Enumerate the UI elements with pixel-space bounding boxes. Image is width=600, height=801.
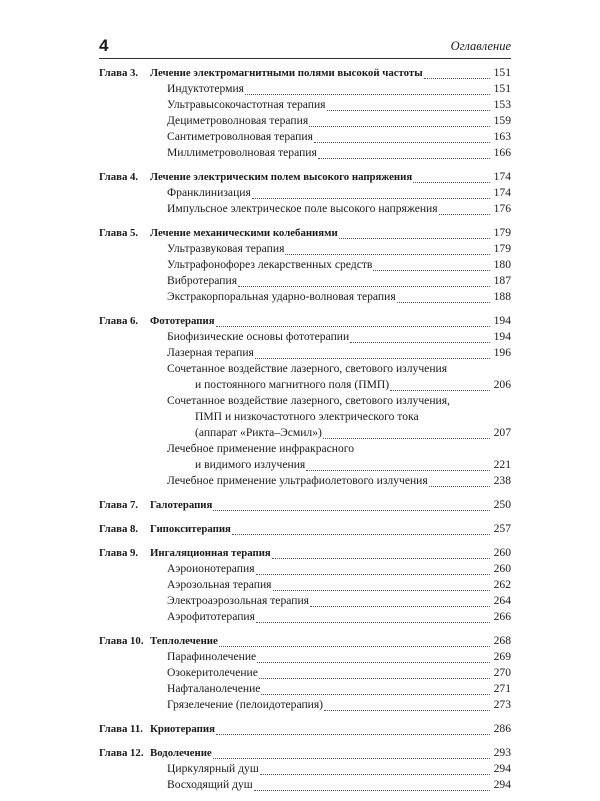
leader-dots [323, 426, 490, 439]
entry-title: Озокеритолечение [167, 666, 258, 679]
chapter-label: Глава 11. [99, 723, 143, 735]
leader-dots [429, 474, 490, 487]
entry-title: Аэрозольная терапия [167, 578, 272, 591]
entry-title: Лечебное применение инфракрасного [167, 442, 355, 455]
chapter-title: Криотерапия [150, 723, 215, 735]
entry-page-number: 187 [493, 274, 511, 287]
entry-title: (аппарат «Рикта–Эсмил») [195, 426, 322, 439]
toc-entry-line [99, 473, 511, 489]
page-header [99, 36, 511, 58]
entry-title: Импульсное электрическое поле высокого напряжения [167, 202, 438, 215]
leader-dots [261, 682, 490, 695]
toc-chapter-line[interactable] [99, 721, 511, 737]
toc-chapter-line[interactable] [99, 545, 511, 561]
leader-dots [254, 778, 490, 791]
chapter-page-number: 257 [493, 522, 511, 535]
toc-entry[interactable] [99, 257, 511, 273]
toc-chapter-line[interactable] [99, 745, 511, 761]
entry-page-number: 174 [493, 186, 511, 199]
entry-page-number: 262 [493, 578, 511, 591]
toc-chapter [99, 521, 511, 537]
toc-entry[interactable] [99, 345, 511, 361]
leader-dots [255, 346, 490, 359]
leader-dots [272, 546, 490, 559]
entry-title: Экстракорпоральная ударно-волновая терапия [167, 290, 396, 303]
toc-entry-line [99, 81, 511, 97]
toc-entry[interactable] [99, 113, 511, 129]
chapter-title: Ингаляционная терапия [150, 547, 271, 559]
toc-entry-line [99, 609, 511, 625]
leader-dots [327, 98, 490, 111]
toc-entry[interactable] [99, 593, 511, 609]
leader-dots [273, 578, 491, 591]
toc-entry-line [99, 457, 511, 473]
leader-dots [259, 666, 490, 679]
leader-dots [216, 314, 490, 327]
entry-title: Аэроионотерапия [167, 562, 255, 575]
entry-title: Грязелечение (пелоидотерапия) [167, 698, 324, 711]
entry-page-number: 153 [493, 98, 511, 111]
toc-entry-line [99, 145, 511, 161]
entry-page-number: 188 [493, 290, 511, 303]
chapter-label: Глава 9. [99, 547, 139, 559]
entry-title: Ультразвуковая терапия [167, 242, 285, 255]
toc-chapter [99, 633, 511, 713]
leader-dots [219, 634, 490, 647]
chapter-title: Лечение электрическим полем высокого напряжения [150, 171, 413, 183]
entry-page-number: 166 [493, 146, 511, 159]
toc-entry-line [99, 377, 511, 393]
entry-title: Ультравысокочастотная терапия [167, 98, 326, 111]
toc-chapter-line[interactable] [99, 521, 511, 537]
running-title: Оглавление [450, 39, 511, 53]
entry-title: Ультрафонофорез лекарственных средств [167, 258, 373, 271]
toc-entry[interactable] [99, 185, 511, 201]
toc-entry[interactable] [99, 441, 511, 473]
chapter-title: Теплолечение [150, 635, 218, 647]
chapter-label: Глава 8. [99, 523, 139, 535]
chapter-page-number: 179 [493, 226, 511, 239]
entry-page-number: 207 [493, 426, 511, 439]
toc-entry[interactable] [99, 473, 511, 489]
toc-chapter-line[interactable] [99, 225, 511, 241]
entry-title: Лечебное применение ультрафиолетового излучения [167, 474, 428, 487]
chapter-page-number: 151 [493, 66, 511, 79]
toc-entry-line [99, 649, 511, 665]
toc-entry[interactable] [99, 577, 511, 593]
toc-entry-line [99, 593, 511, 609]
chapter-label: Глава 3. [99, 67, 139, 79]
header-rule [99, 58, 511, 59]
leader-dots [213, 498, 490, 511]
chapter-title: Фототерапия [150, 315, 215, 327]
entry-page-number: 176 [493, 202, 511, 215]
toc-entry-line [99, 441, 511, 457]
chapter-page-number: 194 [493, 314, 511, 327]
entry-page-number: 163 [493, 130, 511, 143]
toc-entry-line [99, 273, 511, 289]
toc-entry-line [99, 697, 511, 713]
toc-entry-line [99, 185, 511, 201]
toc-chapter [99, 545, 511, 625]
chapter-page-number: 174 [493, 170, 511, 183]
toc-entry[interactable] [99, 201, 511, 217]
chapter-page-number: 250 [493, 498, 511, 511]
toc-entry[interactable] [99, 665, 511, 681]
chapter-label: Глава 12. [99, 747, 144, 759]
chapter-title: Лечение механическими колебаниями [150, 227, 338, 239]
leader-dots [314, 130, 490, 143]
toc-entry[interactable] [99, 97, 511, 113]
toc-chapter-line[interactable] [99, 169, 511, 185]
leader-dots [397, 290, 490, 303]
chapter-title: Гипокситерапия [150, 523, 231, 535]
entry-title: Сочетанное воздействие лазерного, светового излучения [167, 362, 448, 375]
chapter-title: Водолечение [150, 747, 212, 759]
entry-page-number: 194 [493, 330, 511, 343]
entry-page-number: 238 [493, 474, 511, 487]
entry-page-number: 270 [493, 666, 511, 679]
toc-entry[interactable] [99, 273, 511, 289]
chapter-label: Глава 7. [99, 499, 139, 511]
entry-page-number: 294 [493, 762, 511, 775]
leader-dots [256, 562, 490, 575]
leader-dots [260, 762, 490, 775]
entry-page-number: 151 [493, 82, 511, 95]
leader-dots [245, 82, 490, 95]
toc-chapter [99, 313, 511, 489]
leader-dots [373, 258, 490, 271]
leader-dots [238, 274, 490, 287]
toc-entry[interactable] [99, 393, 511, 441]
toc-entry-line [99, 201, 511, 217]
toc-entry-line [99, 681, 511, 697]
entry-page-number: 266 [493, 610, 511, 623]
chapter-title: Лечение электромагнитными полями высокой частоты [150, 67, 423, 79]
leader-dots [324, 698, 490, 711]
page-number: 4 [99, 36, 109, 55]
toc-entry[interactable] [99, 609, 511, 625]
leader-dots [309, 114, 490, 127]
entry-title: Сочетанное воздействие лазерного, светового излучения, [167, 394, 450, 407]
toc-entry[interactable] [99, 145, 511, 161]
toc-entry-line [99, 129, 511, 145]
toc-entry[interactable] [99, 681, 511, 697]
chapter-page-number: 268 [493, 634, 511, 647]
entry-page-number: 180 [493, 258, 511, 271]
entry-title: Сантиметроволновая терапия [167, 130, 313, 143]
entry-title: Восходящий душ [167, 778, 253, 791]
entry-page-number: 269 [493, 650, 511, 663]
toc-entry[interactable] [99, 361, 511, 393]
toc-chapter-line[interactable] [99, 633, 511, 649]
entry-page-number: 264 [493, 594, 511, 607]
leader-dots [216, 722, 490, 735]
chapter-page-number: 286 [493, 722, 511, 735]
toc-entry[interactable] [99, 761, 511, 777]
toc-entry[interactable] [99, 649, 511, 665]
chapter-label: Глава 10. [99, 635, 144, 647]
toc-entry-line [99, 329, 511, 345]
leader-dots [350, 330, 490, 343]
entry-title: Лазерная терапия [167, 346, 254, 359]
leader-dots [252, 186, 490, 199]
toc-entry-line [99, 241, 511, 257]
toc-entry[interactable] [99, 241, 511, 257]
toc-chapter [99, 497, 511, 513]
toc-entry-line [99, 289, 511, 305]
chapter-page-number: 293 [493, 746, 511, 759]
leader-dots [339, 226, 490, 239]
toc-entry-line [99, 409, 511, 425]
leader-dots [390, 378, 490, 391]
toc-chapter [99, 721, 511, 737]
entry-page-number: 196 [493, 346, 511, 359]
entry-page-number: 260 [493, 562, 511, 575]
toc-chapter-line[interactable] [99, 497, 511, 513]
chapter-label: Глава 4. [99, 171, 139, 183]
chapter-title: Галотерапия [150, 499, 213, 511]
leader-dots [232, 522, 490, 535]
toc-entry-line [99, 361, 511, 377]
toc-entry-line [99, 97, 511, 113]
entry-title: Дециметроволновая терапия [167, 114, 309, 127]
toc-entry[interactable] [99, 561, 511, 577]
chapter-label: Глава 5. [99, 227, 139, 239]
toc-entry[interactable] [99, 777, 511, 793]
entry-page-number: 294 [493, 778, 511, 791]
toc-entry[interactable] [99, 129, 511, 145]
toc-chapter-line[interactable] [99, 65, 511, 81]
leader-dots [257, 650, 490, 663]
entry-title: Вибротерапия [167, 274, 238, 287]
entry-page-number: 206 [493, 378, 511, 391]
toc-entry-line [99, 577, 511, 593]
toc-entry-line [99, 561, 511, 577]
entry-title: Биофизические основы фототерапии [167, 330, 350, 343]
toc-entry[interactable] [99, 697, 511, 713]
toc-entry-line [99, 777, 511, 793]
leader-dots [310, 594, 490, 607]
toc-entry-line [99, 425, 511, 441]
entry-page-number: 159 [493, 114, 511, 127]
leader-dots [285, 242, 490, 255]
chapter-page-number: 260 [493, 546, 511, 559]
entry-page-number: 273 [493, 698, 511, 711]
toc-entry-line [99, 345, 511, 361]
table-of-contents [99, 65, 511, 801]
entry-page-number: 271 [493, 682, 511, 695]
entry-title: и видимого излучения [195, 458, 306, 471]
toc-entry-line [99, 113, 511, 129]
entry-title: и постоянного магнитного поля (ПМП) [195, 378, 390, 391]
entry-title: ПМП и низкочастотного электрического тока [195, 410, 419, 423]
leader-dots [213, 746, 490, 759]
leader-dots [318, 146, 490, 159]
toc-chapter [99, 225, 511, 305]
entry-title: Циркулярный душ [167, 762, 259, 775]
leader-dots [306, 458, 490, 471]
toc-chapter-line[interactable] [99, 313, 511, 329]
toc-chapter [99, 169, 511, 217]
toc-entry[interactable] [99, 329, 511, 345]
toc-entry[interactable] [99, 289, 511, 305]
entry-title: Электроаэрозольная терапия [167, 594, 309, 607]
toc-entry-line [99, 257, 511, 273]
leader-dots [424, 66, 490, 79]
entry-page-number: 179 [493, 242, 511, 255]
leader-dots [413, 170, 490, 183]
entry-title: Индуктотермия [167, 82, 245, 95]
chapter-label: Глава 6. [99, 315, 139, 327]
entry-page-number: 221 [493, 458, 511, 471]
toc-chapter [99, 65, 511, 161]
entry-title: Парафинолечение [167, 650, 257, 663]
entry-title: Нафталанолечение [167, 682, 261, 695]
toc-entry-line [99, 665, 511, 681]
toc-chapter [99, 745, 511, 793]
leader-dots [439, 202, 490, 215]
toc-entry-line [99, 761, 511, 777]
toc-entry-line [99, 393, 511, 409]
toc-entry[interactable] [99, 81, 511, 97]
entry-title: Миллиметроволновая терапия [167, 146, 317, 159]
leader-dots [256, 610, 490, 623]
entry-title: Франклинизация [167, 186, 251, 199]
entry-title: Аэрофитотерапия [167, 610, 255, 623]
